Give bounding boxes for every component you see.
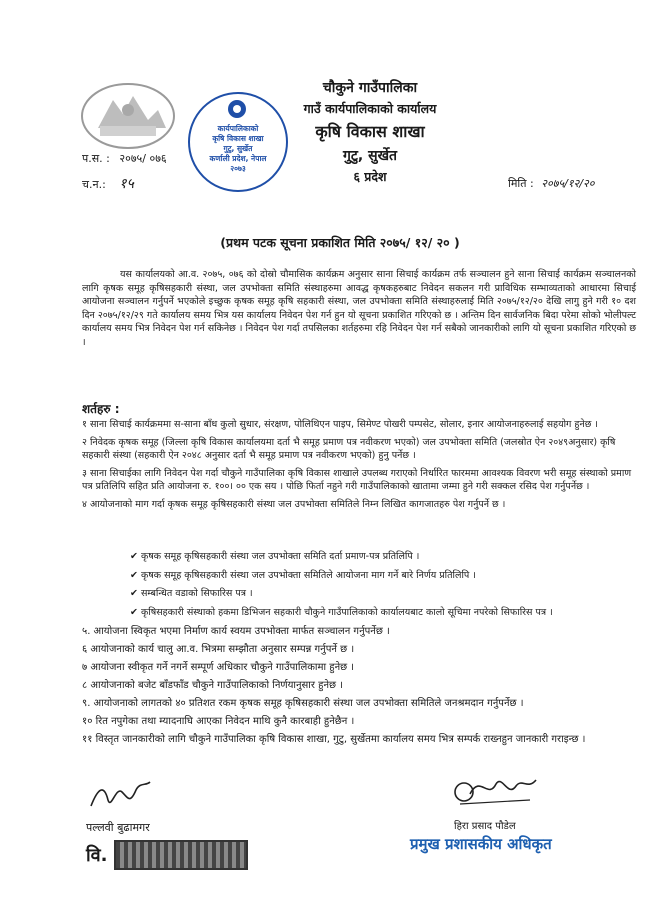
- condition-7: ७ आयोजना स्वीकृत गर्ने नगर्ने सम्पूर्ण अधिकार चौकुने गाउँपालिकामा हुनेछ ।: [82, 662, 355, 673]
- ref-ps: [82, 151, 167, 166]
- date-value: २०७५/१२/२०: [541, 177, 595, 190]
- stamp-emblem-icon: [224, 98, 250, 120]
- stamp-line3: गुटु, सुर्खेत: [223, 144, 253, 153]
- nepal-emblem-logo: [78, 80, 178, 152]
- letterhead: [270, 78, 470, 185]
- ref-cn: [82, 174, 134, 193]
- stamp-line2: कृषि विकास शाखा: [212, 134, 264, 143]
- location: गुटु, सुर्खेत: [342, 148, 398, 164]
- condition-6: ६ आयोजनाको कार्य चालु आ.व. भित्रमा सम्झौता अनुसार सम्पन्न गर्नुपर्ने छ ।: [82, 644, 355, 655]
- document-checklist: [82, 550, 636, 624]
- left-title: [86, 840, 248, 870]
- conditions-list-2: [82, 624, 636, 747]
- left-signature: [86, 778, 216, 835]
- right-signatory-name: हिरा प्रसाद पौडेल: [454, 821, 516, 832]
- stamp-line1: कार्यपालिकाको: [217, 124, 259, 133]
- stamp-block-icon: [114, 840, 248, 870]
- checklist-item: ✔ कृषक समूह कृषिसहकारी संस्था जल उपभोक्ता समितिले आयोजना माग गर्ने बारे निर्णय प्रतिलिपि ।: [130, 569, 476, 581]
- stamp-line4: कर्णाली प्रदेश, नेपाल: [209, 154, 267, 163]
- intro-paragraph: यस कार्यालयको आ.व. २०७५, ०७६ को दोस्रो चौमासिक कार्यक्रम अनुसार साना सिचाई कार्यक्रम तर्फ सञ्चालन हुने साना सिचाई कार्यक्रम सञ्चालनको लागि कृषक समूह कृषिसहकारी संस्था, जल उपभोक्ता समिति संस्थाहरुमा आवद्ध कृषकहरुबाट निवेदन सकलन गरी प्राविधिक सम्भाव्यताको आधारमा सिचाई आयोजना सञ्चालन गर्नुपर्ने भएकोले इच्छुक कृषक समूह कृषि सहकारी संस्था, जल उपभोक्ता समिति संस्थाहरुलाई मिति २०७५/१२/२० देखि लागु हुने गरी १० दश दिन २०७५/१२/२९ गते कार्यालय समय भित्र यस कार्यालय निवेदन पेश गर्न हुन यो सूचना प्रकाशित गरिएको छ । अन्तिम दिन सार्वजनिक बिदा परेमा सोको भोलीपल्ट कार्यालय समय भित्र निवेदन पेश गर्न सकिनेछ । निवेदन पेश गर्दा तपसिलका शर्तहरुमा रहि निवेदन पेश गर्न सबैको जानकारीको लागि यो सूचना प्रकाशित गरिएको छ ।: [82, 269, 636, 348]
- condition-9: ९. आयोजनाको लागतको ४० प्रतिशत रकम कृषक समूह कृषिसहकारी संस्था जल उपभोक्ता समितिले जनश्रमदान गर्नुपर्नेछ ।: [82, 698, 524, 709]
- ps-label: प.स. :: [82, 152, 110, 165]
- check-icon: ✔: [130, 551, 138, 562]
- right-signature: [450, 770, 630, 832]
- conditions-list: [82, 418, 636, 515]
- checklist-item: ✔ सम्बन्धित वडाको सिफारिस पत्र ।: [130, 588, 253, 599]
- condition-5: ५. आयोजना स्विकृत भएमा निर्माण कार्य स्वयम उपभोक्ता मार्फत सञ्चालन गर्नुपर्नेछ ।: [82, 626, 390, 637]
- condition-10: १० रित नपुगेका तथा म्यादनाघि आएका निवेदन माथि कुनै कारबाही हुनेछैन ।: [82, 716, 355, 727]
- check-icon: ✔: [130, 606, 138, 618]
- condition-4: ४ आयोजनाको माग गर्दा कृषक समूह कृषिसहकारी संस्था जल उपभोक्ता समितिले निम्न लिखित कागजातहरु पेश गर्नुपर्ने छ ।: [82, 498, 506, 510]
- checklist-item: ✔ कृषिसहकारी संस्थाको हकमा डिभिजन सहकारी चौकुने गाउँपालिकाको कार्यालयबाट कालो सूचिमा नपरेको सिफारिस पत्र ।: [130, 606, 553, 618]
- right-title: प्रमुख प्रशासकीय अधिकृत: [410, 835, 552, 853]
- condition-1: १ साना सिचाई कार्यक्रममा स-साना बाँध कुलो सुधार, संरक्षण, पोलिथिएन पाइप, सिमेण्ट पोखरी पम्पसेट, सोलार, इनार आयोजनाहरुलाई सहयोग हुनेछ ।: [82, 419, 599, 430]
- condition-3: ३ साना सिचाईका लागि निवेदन पेश गर्दा चौकुने गाउँपालिका कृषि विकास शाखाले उपलब्ध गराएको निर्धारित फारममा आवश्यक विवरण भरी समूह संस्थाको प्रमाण पत्र प्रतिलिपि सहित प्रति आयोजना रु. १००। ०० एक सय । पोछि फिर्ता नहुने गरी गाउँपालिकाको खातामा जम्मा हुने गरी सक्कल रसिद पेश गर्नुपर्नेछ ।: [82, 467, 632, 492]
- handwritten-signature-left: [86, 778, 156, 814]
- check-icon: ✔: [130, 588, 138, 599]
- cn-label: च.न.:: [82, 178, 106, 191]
- section-name: कृषि विकास शाखा: [315, 122, 425, 141]
- office-name: गाउँ कार्यपालिकाको कार्यालय: [303, 101, 437, 116]
- left-signatory-name: पल्लवी बुढामगर: [86, 821, 150, 834]
- condition-11: ११ विस्तृत जानकारीको लागि चौकुने गाउँपालिका कृषि विकास शाखा, गुटु, सुर्खेतमा कार्यालय समय भित्र सम्पर्क राख्नहुन जानकारी गराइन्छ ।: [82, 734, 586, 745]
- notice-title: (प्रथम पटक सूचना प्रकाशित मिति २०७५/ १२/ २० ): [220, 235, 460, 250]
- ref-date: [508, 176, 594, 191]
- left-title-prefix: वि.: [86, 845, 108, 866]
- province: ६ प्रदेश: [353, 169, 387, 184]
- municipality-name: चौकुने गाउँपालिका: [322, 80, 418, 96]
- handwritten-signature-right: [450, 770, 540, 814]
- conditions-title: शर्तहरु :: [82, 402, 120, 416]
- check-icon: ✔: [130, 569, 138, 581]
- condition-2: २ निवेदक कृषक समूह (जिल्ला कृषि विकास कार्यालयमा दर्ता भै समूह प्रमाण पत्र नवीकरण भएको) जल उपभोक्ता समिति (जलस्रोत ऐन २०४९अनुसार) कृषि सहकारी संस्था (सहकारी ऐन २०४८ अनुसार दर्ता भै समूह प्रमाण पत्र नवीकरण भएको) हुनु पर्नेछ ।: [82, 436, 616, 461]
- checklist-item: ✔ कृषक समूह कृषिसहकारी संस्था जल उपभोक्ता समिति दर्ता प्रमाण-पत्र प्रतिलिपि ।: [130, 551, 420, 562]
- stamp-line5: २०७३: [230, 164, 246, 173]
- date-label: मिति :: [508, 177, 534, 190]
- cn-value: १५: [119, 176, 134, 192]
- condition-8: ८ आयोजनाको बजेट बाँडफाँड चौकुने गाउँपालिकाको निर्णयानुसार हुनेछ ।: [82, 680, 343, 691]
- ps-value: २०७५/ ०७६: [119, 152, 167, 165]
